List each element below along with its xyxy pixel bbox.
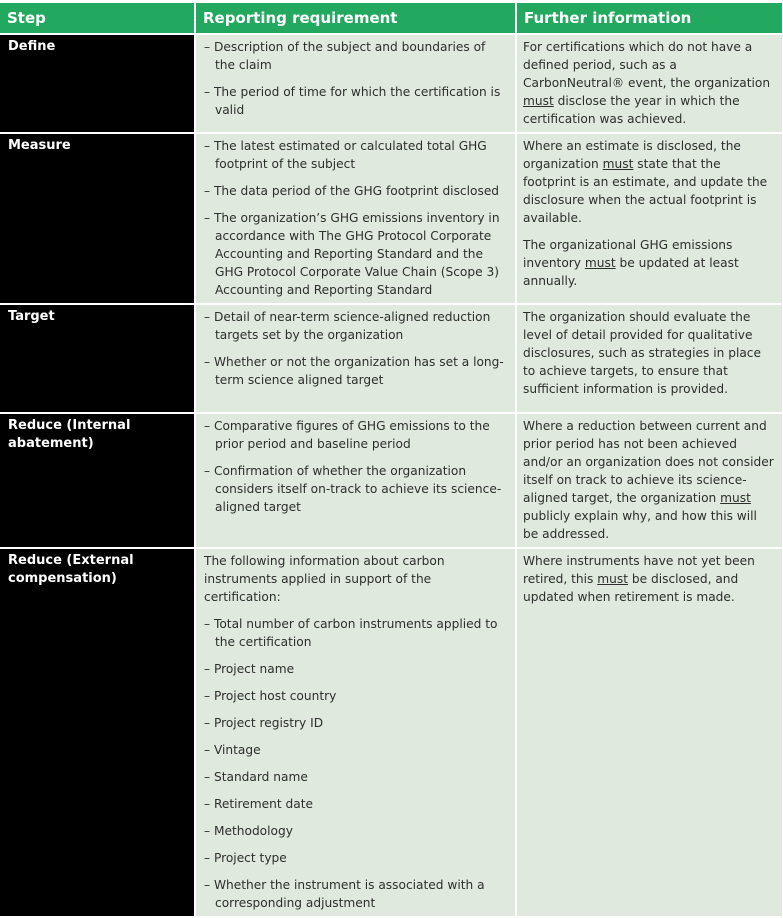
requirement-item: – Whether the instrument is associated with a corresponding adjustment [204, 878, 485, 910]
emphasis-must: must [523, 94, 554, 108]
requirement-item: – Methodology [204, 824, 293, 838]
requirement-intro: The following information about carbon instruments applied in support of the certification: [204, 554, 445, 604]
requirement-item: – The period of time for which the certification is valid [204, 85, 501, 117]
requirement-item: – The latest estimated or calculated total GHG footprint of the subject [204, 139, 487, 171]
requirement-item: – Project type [204, 851, 287, 865]
info-paragraph [523, 552, 776, 606]
table-header-row [0, 3, 782, 34]
requirement-item: – Standard name [204, 770, 308, 784]
info-cell [516, 548, 782, 917]
info-text: state that the footprint is an estimate, and update the disclosure when the actual footprint is available. [523, 157, 768, 225]
info-text: The organizational GHG emissions inventory [523, 238, 733, 270]
info-paragraph [523, 417, 776, 543]
info-paragraph [523, 137, 776, 227]
requirement-cell [195, 34, 516, 133]
emphasis-must: must [602, 157, 634, 171]
requirement-cell [195, 413, 516, 548]
info-text: For certifications which do not have a defined period, such as a CarbonNeutral® event, the organization [523, 40, 771, 90]
info-text: disclose the year in which the certification was achieved. [523, 94, 740, 126]
table-row-reduce-external [0, 548, 782, 917]
info-paragraph [523, 38, 776, 128]
table-row-reduce-internal [0, 413, 782, 548]
requirement-item: – Detail of near-term science-aligned reduction targets set by the organization [204, 310, 491, 342]
step-cell: Measure [0, 133, 195, 304]
header-further-information: Further information [516, 3, 782, 34]
info-text: The organization should evaluate the level of detail provided for qualitative disclosures, such as strategies in place to achieve targets, to ensure that sufficient information is provided. [523, 310, 761, 396]
requirement-item: – Comparative figures of GHG emissions to the prior period and baseline period [204, 419, 490, 451]
requirement-item: – Vintage [204, 743, 261, 757]
requirement-item: – Description of the subject and boundaries of the claim [204, 40, 486, 72]
requirement-item: – Whether or not the organization has set a long-term science aligned target [204, 355, 504, 387]
emphasis-must: must [584, 256, 616, 270]
info-text: Where a reduction between current and prior period has not been achieved and/or an organization does not consider itself on track to achieve its science-aligned target, the organization [523, 419, 774, 505]
header-reporting-requirement: Reporting requirement [195, 3, 516, 34]
table-row-measure [0, 133, 782, 304]
emphasis-must: must [597, 572, 628, 586]
info-cell [516, 304, 782, 413]
table-row-target [0, 304, 782, 413]
requirement-item: – Project name [204, 662, 295, 676]
step-cell: Define [0, 34, 195, 133]
info-text: be disclosed, and updated when retirement is made. [523, 572, 739, 604]
requirement-item: – Project registry ID [204, 716, 324, 730]
requirement-item: – Project host country [204, 689, 337, 703]
step-cell: Reduce (External compensation) [0, 548, 195, 917]
info-cell [516, 413, 782, 548]
info-text: Where instruments have not yet been retired, this [523, 554, 755, 586]
info-paragraph [523, 236, 776, 290]
requirement-item: – The organization’s GHG emissions inventory in accordance with The GHG Protocol Corporate Accounting and Reporting Standard and the GHG Protocol Corporate Value Chain (Scope 3) Accounting and Reporting Standard [204, 211, 500, 297]
info-paragraph [523, 308, 776, 398]
info-cell [516, 34, 782, 133]
requirement-cell [195, 133, 516, 304]
header-step: Step [0, 3, 195, 34]
step-cell: Reduce (Internal abatement) [0, 413, 195, 548]
requirement-item: – Total number of carbon instruments applied to the certification [204, 617, 498, 649]
emphasis-must: must [720, 491, 751, 505]
step-cell: Target [0, 304, 195, 413]
requirement-item: – The data period of the GHG footprint disclosed [204, 184, 500, 198]
info-text: be updated at least annually. [523, 256, 739, 288]
requirement-cell [195, 548, 516, 917]
requirement-item: – Retirement date [204, 797, 314, 811]
requirement-item: – Confirmation of whether the organization considers itself on-track to achieve its science-aligned target [204, 464, 502, 514]
reporting-requirements-table [0, 3, 782, 918]
requirement-cell [195, 304, 516, 413]
info-text: publicly explain why, and how this will be addressed. [523, 509, 757, 541]
info-text: Where an estimate is disclosed, the organization [523, 139, 741, 171]
table-row-define [0, 34, 782, 133]
info-cell [516, 133, 782, 304]
